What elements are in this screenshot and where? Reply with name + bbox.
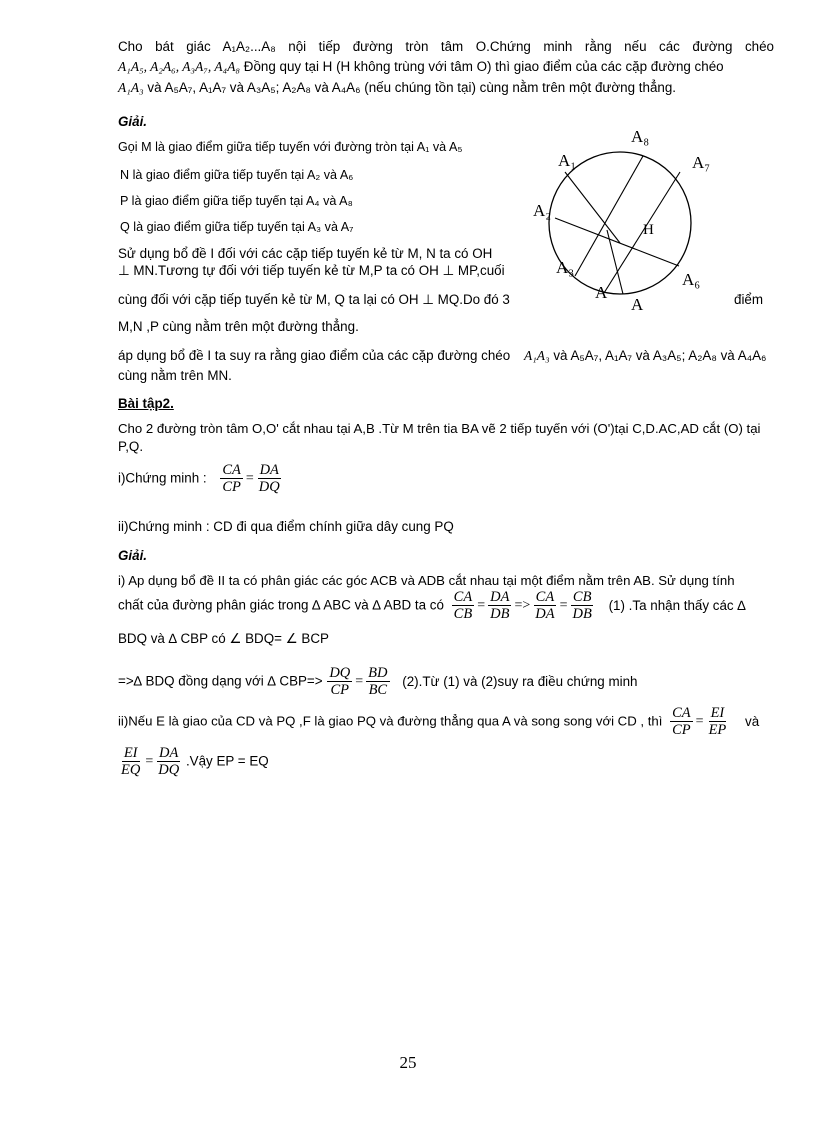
- solution1-s2: ⊥ MN.Tương tự đối với tiếp tuyến kẻ từ M,P ta có OH ⊥ MP,cuối: [118, 263, 505, 278]
- solution1-n: N là giao điểm giữa tiếp tuyến tại A₂ và A₆: [120, 168, 354, 182]
- solution2-b1-end: (2).Từ (1) và (2)suy ra điều chứng minh: [402, 673, 638, 689]
- label-a-left: A: [595, 283, 608, 302]
- label-a-bottom: A: [631, 295, 644, 314]
- solution2-c1: ii)Nếu E là giao của CD và PQ ,F là giao PQ và đường thẳng qua A và song song với CD , thì $\frac{CA}{CP}$ = $\frac{EI}{EP}$ và: [118, 705, 760, 738]
- problem2-part-i: i)Chứng minh : $\frac{CA}{CP}$ = $\frac{DA}{DQ}$: [118, 462, 280, 495]
- problem1-line2-text: Đồng quy tại H (H không trùng với tâm O) thì giao điểm của các cặp đường chéo: [243, 59, 724, 74]
- part-i-label: i)Chứng minh :: [118, 470, 207, 486]
- label-a3: A₃: [556, 258, 575, 277]
- diagonal-a1a3: A₁A₃: [118, 80, 144, 95]
- solution2-b1: =>∆ BDQ đồng dạng với ∆ CBP=> $\frac{DQ}{CP}$ = $\frac{BD}{BC}$ (2).Từ (1) và (2)suy ra điều chứng minh: [118, 665, 638, 698]
- solution1-s3-end: điểm: [734, 292, 764, 307]
- frac-da-dq: $\frac{DA}{DQ}$: [258, 462, 280, 495]
- label-a7: A₇: [692, 153, 711, 172]
- solution2-a2-end: (1) .Ta nhận thấy các ∆: [608, 597, 746, 613]
- label-h: H: [643, 222, 654, 238]
- solution1-s1: Sử dụng bổ đề I đối với các cặp tiếp tuyến kẻ từ M, N ta có OH: [118, 246, 493, 261]
- page-number: 25: [399, 1053, 417, 1072]
- solution1-p: P là giao điểm giữa tiếp tuyến tại A₄ và A₈: [120, 194, 353, 208]
- solution1-q: Q là giao điểm giữa tiếp tuyến tại A₃ và A₇: [120, 220, 354, 234]
- frac-cb-db: $\frac{CB}{DB}$: [572, 589, 592, 622]
- problem1-line2: [118, 58, 778, 76]
- solution2-a1: i) Ap dụng bổ đề II ta có phân giác các góc ACB và ADB cắt nhau tại một điểm nằm trên AB. Sử dụng tính: [118, 573, 735, 588]
- label-a8: A₈: [631, 127, 650, 146]
- frac-ca-cp-2: $\frac{CA}{CP}$: [672, 705, 691, 738]
- solution1-s4: M,N ,P cùng nằm trên một đường thẳng.: [118, 319, 359, 334]
- frac-da-db: $\frac{DA}{DB}$: [490, 589, 510, 622]
- solution1-c1: [118, 347, 780, 365]
- solution1-m: Gọi M là giao điểm giữa tiếp tuyến với đường tròn tại A₁ và A₅: [118, 140, 463, 154]
- problem2-part-ii: ii)Chứng minh : CD đi qua điểm chính giữa dây cung PQ: [118, 519, 454, 534]
- problem2-heading: Bài tập2.: [118, 396, 174, 411]
- frac-ei-ep: $\frac{EI}{EP}$: [708, 705, 727, 738]
- solution1-c2: cùng nằm trên MN.: [118, 368, 232, 383]
- solution2-b1-text: =>∆ BDQ đồng dạng với ∆ CBP=>: [118, 673, 323, 689]
- solution2-c2-text: .Vậy EP = EQ: [185, 753, 269, 769]
- frac-ca-da: $\frac{CA}{DA}$: [535, 589, 555, 622]
- problem1-line3: [118, 79, 778, 97]
- frac-ca-cb: $\frac{CA}{CB}$: [453, 589, 473, 622]
- solution2-c1-end: và: [745, 713, 760, 729]
- problem2-line1: Cho 2 đường tròn tâm O,O' cắt nhau tại A,B .Từ M trên tia BA vẽ 2 tiếp tuyến với (O')tại C,D.AC,AD cắt (O) tại: [118, 421, 761, 436]
- frac-da-dq-2: $\frac{DA}{DQ}$: [158, 745, 180, 778]
- solution1-c1-b: và A₅A₇, A₁A₇ và A₃A₅; A₂A₈ và A₄A₆: [553, 348, 767, 363]
- frac-ei-eq: $\frac{EI}{EQ}$: [121, 745, 141, 778]
- solution1-c1-a: áp dụng bổ đề I ta suy ra rằng giao điểm của các cặp đường chéo: [118, 348, 511, 363]
- chord-a8-a3: [575, 156, 643, 276]
- solution2-c1-text: ii)Nếu E là giao của CD và PQ ,F là giao PQ và đường thẳng qua A và song song với CD , thì: [118, 713, 663, 729]
- problem1-line3-text: và A₅A₇, A₁A₇ và A₃A₅; A₂A₈ và A₄A₆ (nếu chúng tồn tại) cùng nằm trên một đường thẳng.: [147, 80, 677, 95]
- solution1-s3: cùng đối với cặp tiếp tuyến kẻ từ M, Q ta lại có OH ⊥ MQ.Do đó 3: [118, 292, 510, 307]
- problem1-line1: Cho bát giác A₁A₂...A₈ nội tiếp đường tròn tâm O.Chứng minh rằng nếu các đường chéo: [118, 39, 774, 54]
- solution1-heading: Giải.: [118, 114, 148, 129]
- solution2-a2: chất của đường phân giác trong ∆ ABC và ∆ ABD ta có $\frac{CA}{CB}$ = $\frac{DA}{DB}$ => $\frac{CA}{DA}$ = $\frac{CB}{DB}$ (1) .Ta nhận thấy các ∆: [118, 589, 746, 622]
- diagonals-list: A₁A₅, A₂A₆, A₃A₇, A₄A₈: [118, 59, 241, 74]
- label-a2: A₂: [533, 201, 552, 220]
- frac-ca-cp: $\frac{CA}{CP}$: [222, 462, 241, 495]
- frac-dq-cp: $\frac{DQ}{CP}$: [329, 665, 351, 698]
- octagon-circle-figure: [525, 120, 740, 315]
- label-a1: A₁: [558, 151, 577, 170]
- solution2-a2-text: chất của đường phân giác trong ∆ ABC và ∆ ABD ta có: [118, 597, 444, 613]
- solution2-a3: BDQ và ∆ CBP có ∠ BDQ= ∠ BCP: [118, 631, 329, 646]
- solution2-heading: Giải.: [118, 548, 148, 563]
- diagonal-a1a3-2: A₁A₃: [523, 348, 550, 363]
- frac-bd-bc: $\frac{BD}{BC}$: [368, 665, 388, 698]
- problem2-line2: P,Q.: [118, 439, 144, 454]
- label-a6: A₆: [682, 270, 701, 289]
- implies: =>: [514, 597, 531, 613]
- solution2-c2: $\frac{EI}{EQ}$ = $\frac{DA}{DQ}$ .Vậy EP = EQ: [121, 745, 269, 778]
